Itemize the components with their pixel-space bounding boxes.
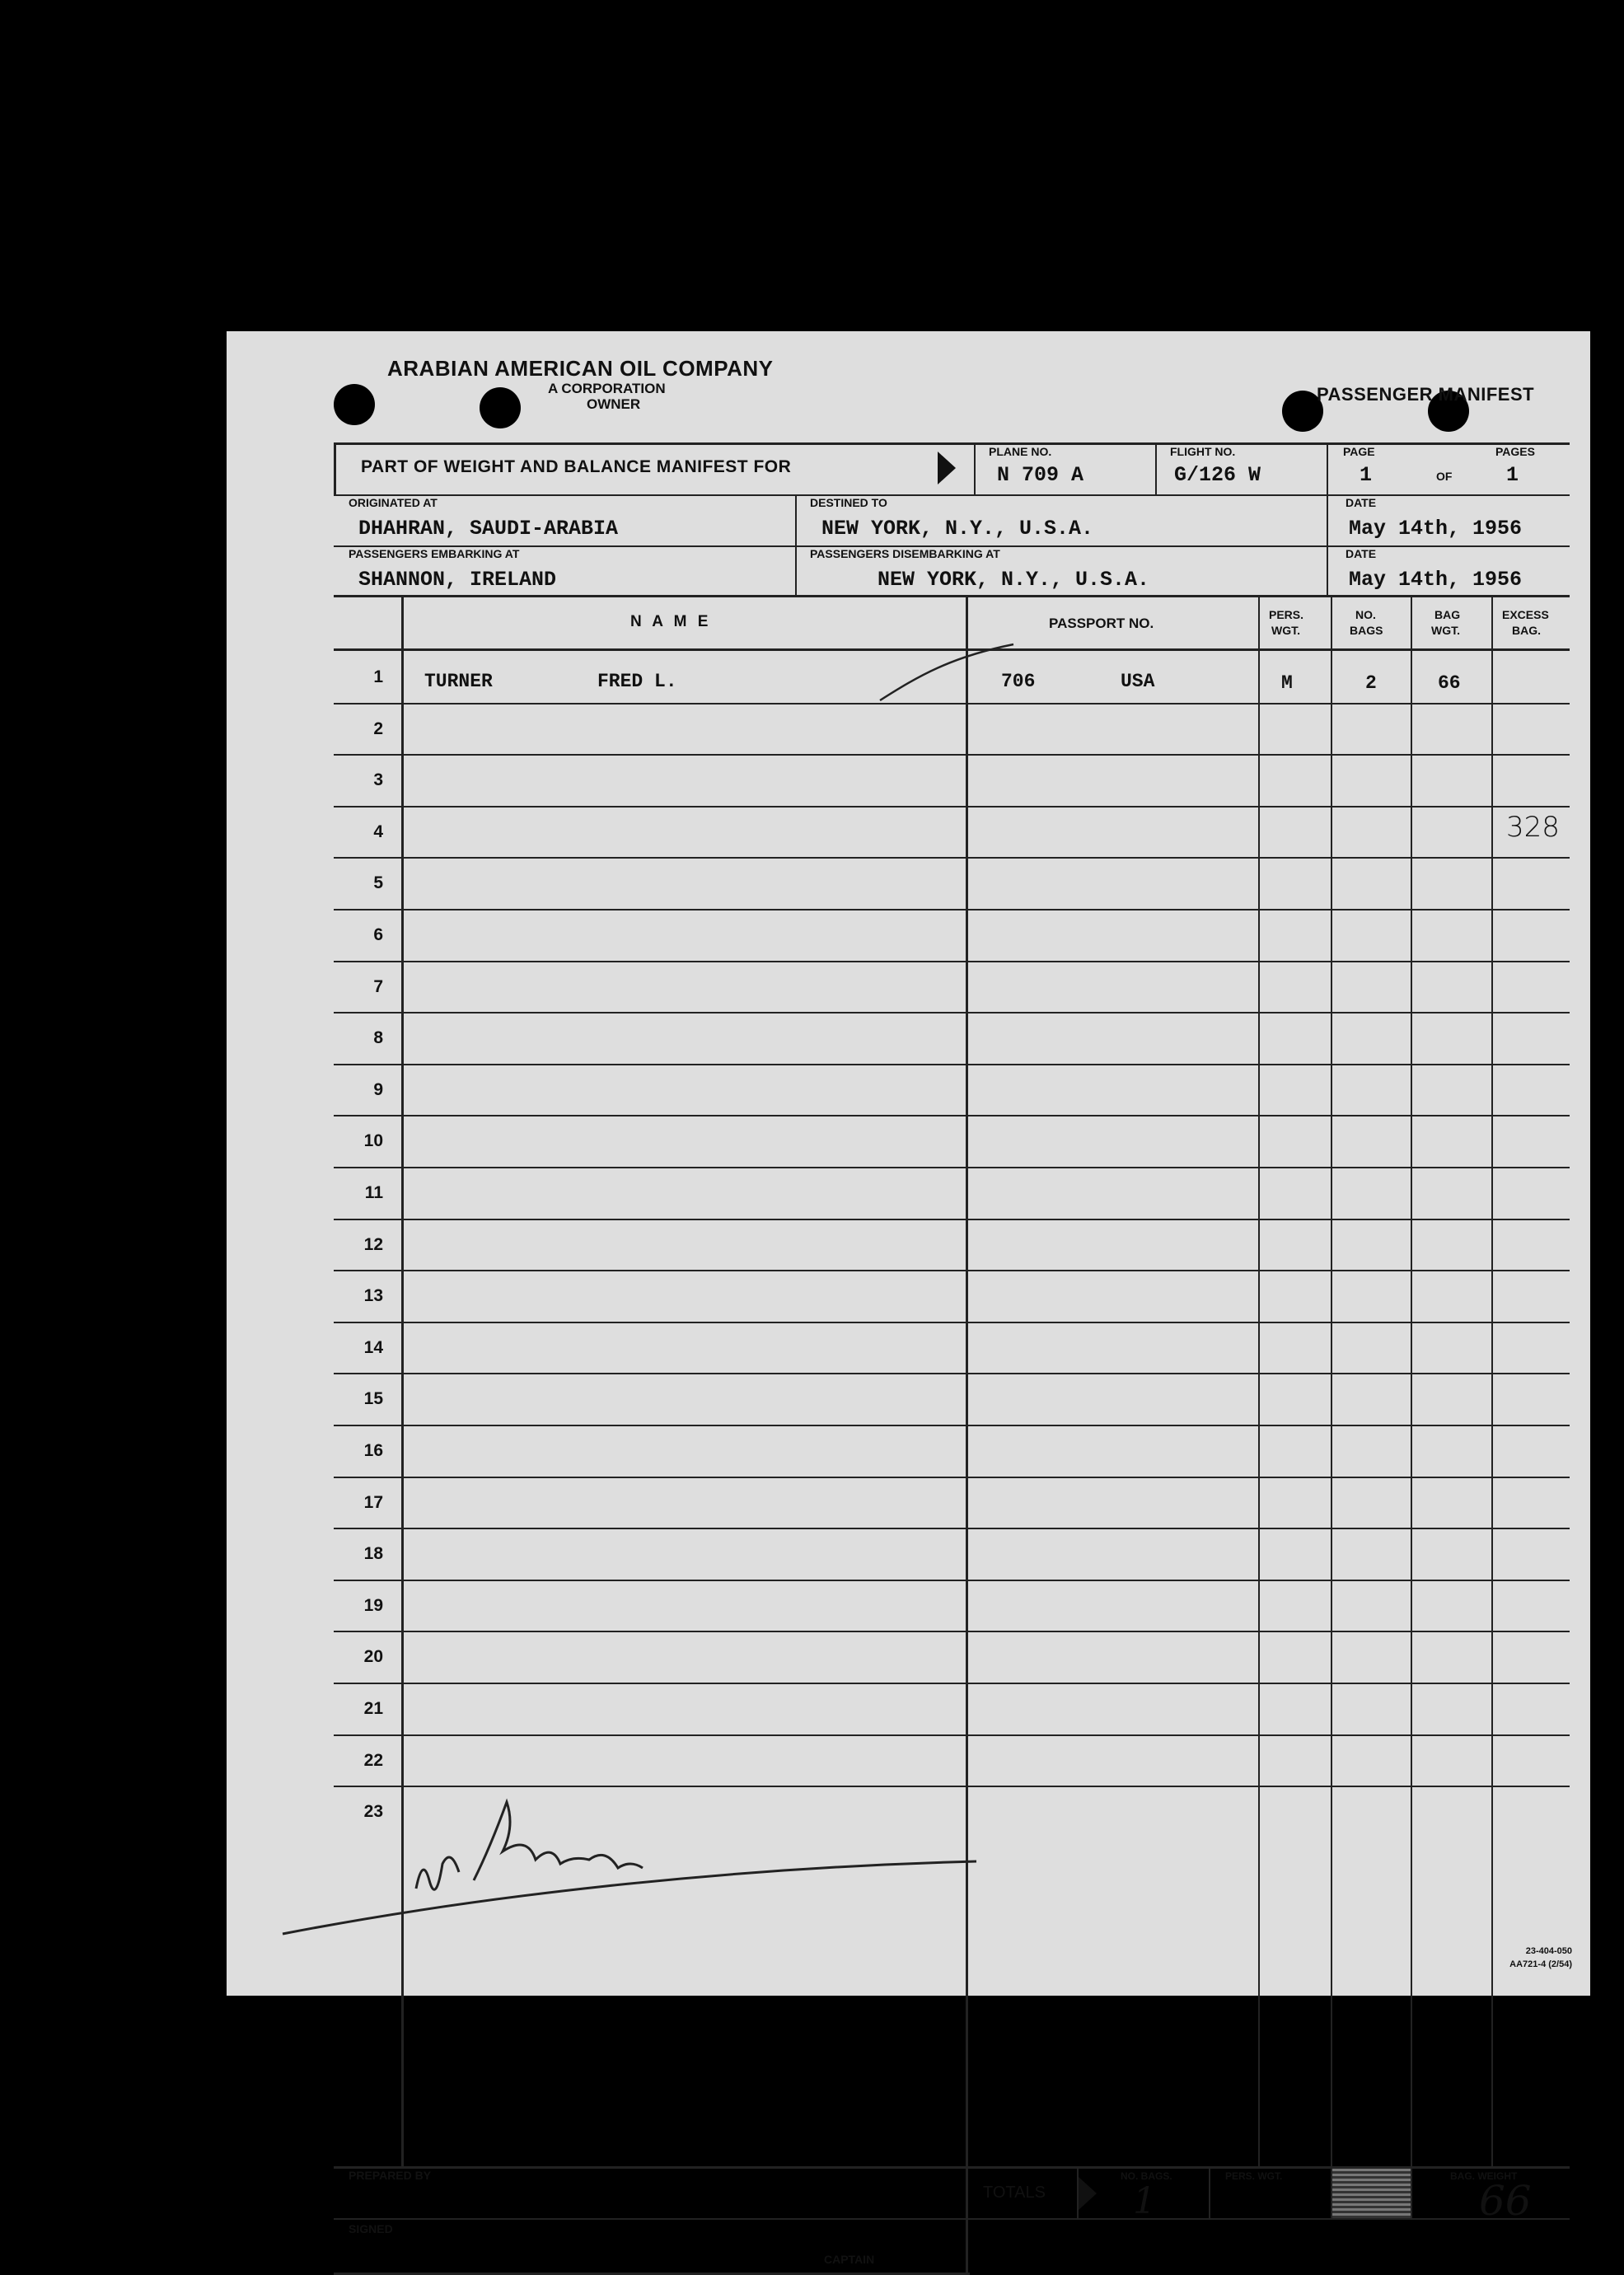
row-number: 12 [363,1234,383,1254]
part-of-label: PART OF WEIGHT AND BALANCE MANIFEST FOR [361,457,792,476]
row-number: 6 [373,925,383,944]
row-number: 17 [363,1492,383,1512]
company-sub-corporation: A CORPORATION [548,381,666,396]
page-label: PAGE [1343,445,1375,458]
row1-passport: 706 [1001,671,1036,692]
totals-label: TOTALS [983,2184,1046,2202]
manifest-form [227,331,1590,2266]
row-number: 20 [363,1647,383,1667]
of-label: OF [1436,470,1453,483]
originated-label: ORIGINATED AT [349,496,438,509]
pages-value: 1 [1506,463,1519,487]
form-title: PASSENGER MANIFEST [1317,384,1535,405]
row1-first-name: FRED L. [597,671,677,692]
row-number: 3 [373,770,383,790]
totals-bag-weight-label: BAG. WEIGHT [1450,2170,1518,2182]
flight-no-label: FLIGHT NO. [1170,445,1236,458]
destined-label: DESTINED TO [810,496,887,509]
date-label: DATE [1346,547,1377,560]
col-pers-wgt-2: WGT. [1271,624,1300,637]
row-number: 21 [363,1699,383,1718]
row4-excess-bag: 328 [1506,811,1560,844]
disembarking-label: PASSENGERS DISEMBARKING AT [810,547,1000,560]
plane-no-label: PLANE NO. [989,445,1052,458]
row-number: 18 [363,1544,383,1564]
col-no-bags-1: NO. [1355,608,1376,621]
captain-label: CAPTAIN [824,2253,875,2266]
row-number: 16 [363,1441,383,1460]
row-number: 9 [373,1079,383,1099]
row-number: 19 [363,1595,383,1615]
row-number: 14 [363,1337,383,1357]
col-bag-wgt-2: WGT. [1431,624,1460,637]
totals-no-bags-label: NO. BAGS. [1121,2170,1172,2182]
disembarking-value: NEW YORK, N.Y., U.S.A. [878,568,1150,592]
row-number: 1 [373,667,383,686]
col-excess-1: EXCESS [1502,608,1549,621]
col-bag-wgt-1: BAG [1434,608,1461,621]
row-number: 22 [363,1750,383,1770]
row-number: 15 [363,1389,383,1409]
flight-no-value: G/126 W [1174,463,1261,487]
row1-pers-wgt: M [1281,672,1293,694]
company-sub-owner: OWNER [587,396,641,412]
row-number: 8 [373,1028,383,1048]
row-number: 10 [363,1131,383,1151]
date-label: DATE [1346,496,1377,509]
row-number: 23 [363,1802,383,1822]
row1-last-name: TURNER [424,671,493,692]
prepared-by-label: PREPARED BY [349,2169,432,2182]
form-code-2: AA721-4 (2/54) [1509,1959,1572,1969]
row-number: 7 [373,976,383,996]
date-value: May 14th, 1956 [1349,517,1523,541]
date-value: May 14th, 1956 [1349,568,1523,592]
col-excess-2: BAG. [1512,624,1541,637]
arrow-right-icon [1079,2177,1097,2210]
signed-label: SIGNED [349,2222,393,2235]
row-number: 2 [373,719,383,738]
row1-no-bags: 2 [1365,672,1377,694]
embarking-label: PASSENGERS EMBARKING AT [349,547,520,560]
pages-label: PAGES [1495,445,1535,458]
row-number: 5 [373,873,383,893]
col-no-bags-2: BAGS [1350,624,1383,637]
plane-no-value: N 709 A [997,463,1084,487]
col-passport: PASSPORT NO. [1049,616,1154,631]
shaded-box [1332,2169,1411,2218]
totals-no-bags-value: 1 [1133,2180,1156,2222]
page-value: 1 [1360,463,1373,487]
row-number: 11 [364,1183,383,1202]
originated-value: DHAHRAN, SAUDI-ARABIA [358,517,619,541]
row-number: 4 [373,822,383,841]
embarking-value: SHANNON, IRELAND [358,568,557,592]
company-name: ARABIAN AMERICAN OIL COMPANY [387,356,774,381]
totals-pers-wgt-label: PERS. WGT. [1225,2170,1283,2182]
destined-value: NEW YORK, N.Y., U.S.A. [821,517,1094,541]
row-number: 13 [363,1286,383,1306]
totals-bag-weight-value: 66 [1479,2177,1532,2225]
form-code-1: 23-404-050 [1525,1946,1572,1956]
col-pers-wgt-1: PERS. [1269,608,1304,621]
row1-nationality: USA [1121,671,1155,692]
col-name: N A M E [630,613,712,630]
handwritten-marks [227,331,1590,1996]
row1-bag-wgt: 66 [1438,672,1461,694]
